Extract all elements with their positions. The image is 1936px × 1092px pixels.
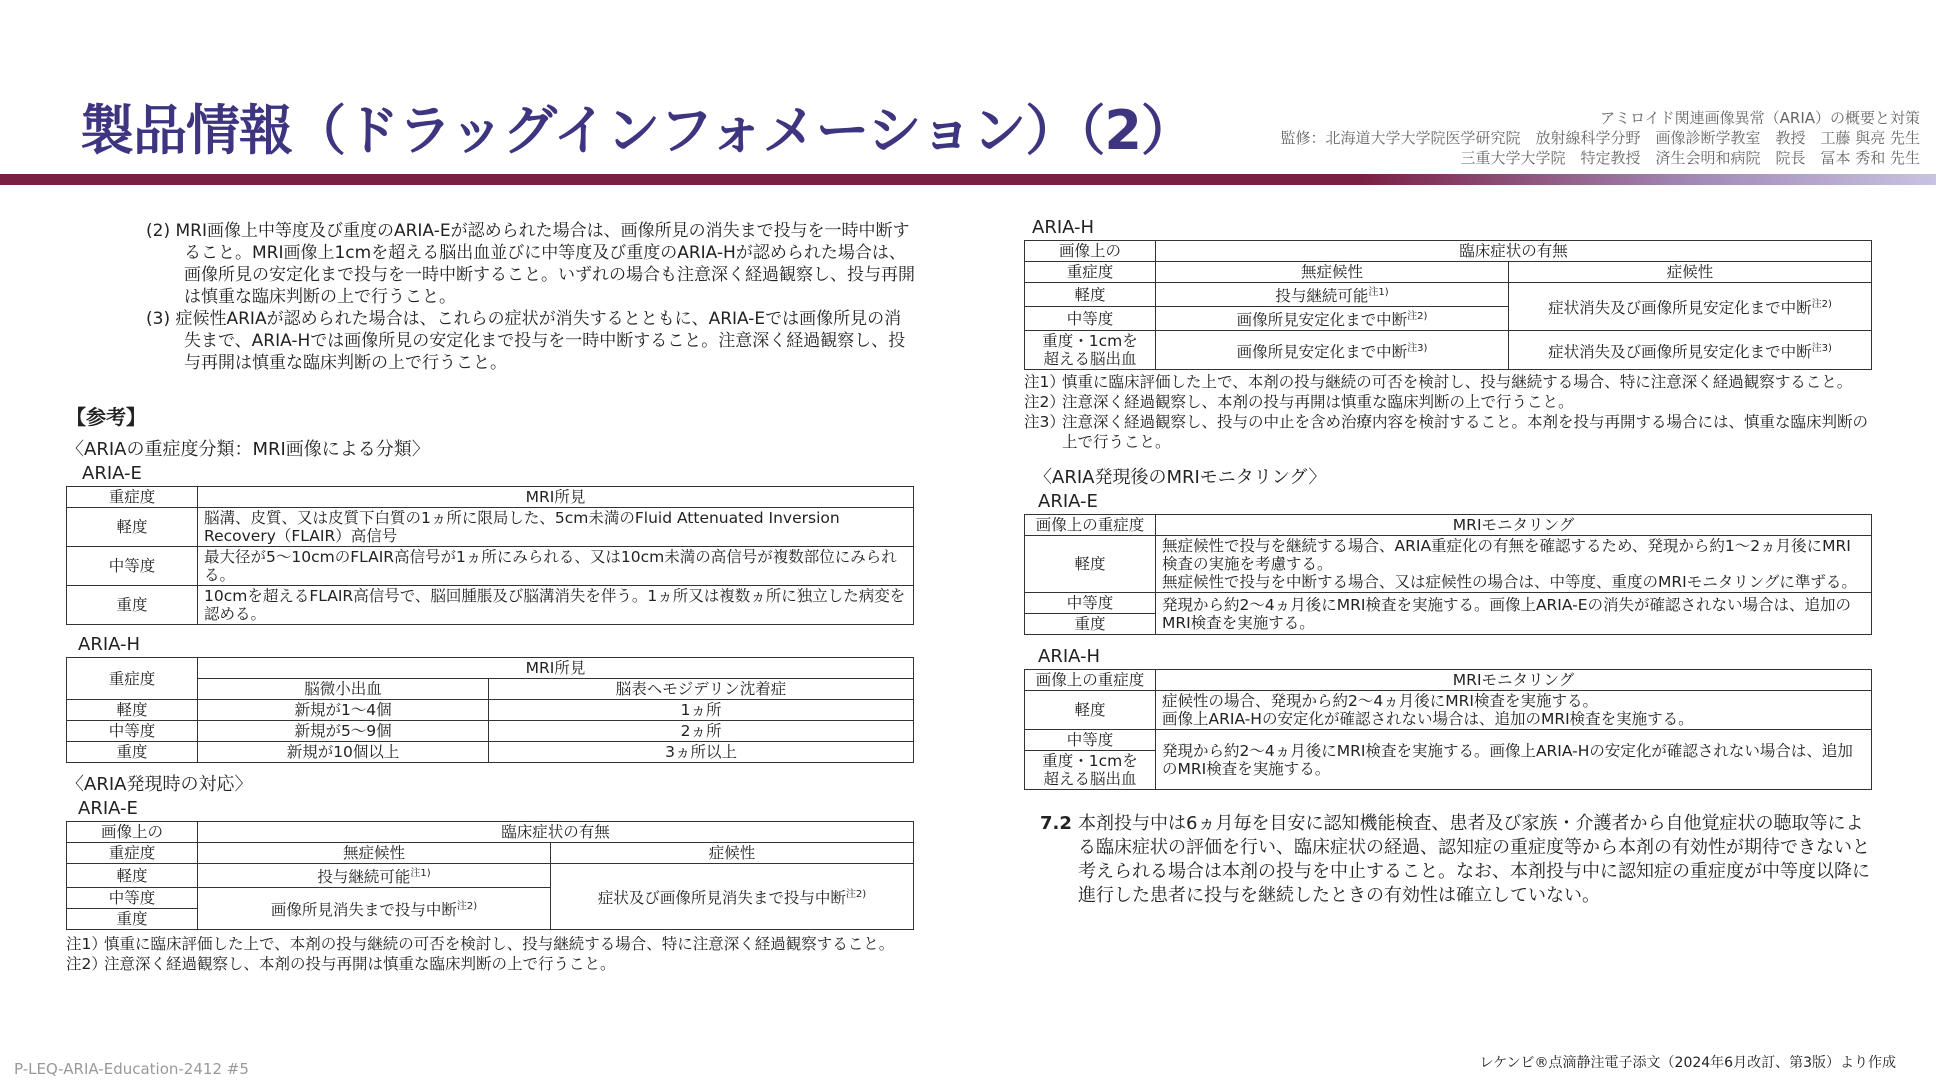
severity-cell: 中等度 [1025, 593, 1156, 614]
note: 注3） 注意深く経過観察し、投与の中止を含め治療内容を検討すること。本剤を投与再開する場合には、慎重な臨床判断の上で行うこと。 [1024, 413, 1869, 452]
severity-cell: 軽度 [67, 508, 198, 547]
severity-cell: 重度・1cmを 超える脳出血 [1025, 331, 1156, 370]
finding-cell: 最大径が5～10cmのFLAIR高信号が1ヵ所にみられる、又は10cm未満の高信号が複数部位にみられる。 [198, 547, 914, 586]
supervision-credits [1280, 108, 1920, 168]
credit-line: 監修：北海道大学大学院医学研究院 放射線科学分野 画像診断学教室 教授 工藤 與亮 先生 [1280, 129, 1920, 147]
left-notes [66, 934, 926, 974]
table-row [1025, 691, 1872, 730]
table-row [67, 742, 914, 763]
microbleed-cell: 新規が10個以上 [198, 742, 489, 763]
header-divider-band [0, 174, 1936, 185]
response-cell: 症状及び画像所見消失まで投与中断$^{注2)}$ [551, 864, 914, 930]
table-header: MRIモニタリング [1156, 670, 1872, 691]
aria-e-response-label: ARIA-E [78, 798, 138, 819]
aria-h-label: ARIA-H [78, 634, 141, 655]
table-row [1025, 331, 1872, 370]
note: 注2） 注意深く経過観察し、本剤の投与再開は慎重な臨床判断の上で行うこと。 [66, 955, 616, 974]
aria-h-monitoring-table [1024, 669, 1872, 790]
table-header: 画像上の [67, 822, 198, 843]
response-heading: 〈ARIA発現時の対応〉 [66, 774, 253, 795]
document-code: P-LEQ-ARIA-Education-2412 #5 [14, 1060, 249, 1078]
aria-e-label: ARIA-E [82, 463, 142, 484]
response-cell: 画像所見安定化まで中断$^{注3)}$ [1156, 331, 1509, 370]
section-7-2-text: 7.2 本剤投与中は6ヵ月毎を目安に認知機能検査、患者及び家族・介護者から自他覚症状の聴取等による臨床症状の評価を行い、臨床症状の経過、認知症の重症度等から本剤の有効性が期待できないと考えられる場合は本剤の投与を中止すること。なお、本剤投与中に認知症の重症度が中等度以降に進行した患者に投与を継続したときの有効性は確立していない。 [1040, 813, 1870, 907]
table-row [67, 700, 914, 721]
siderosis-cell: 1ヵ所 [489, 700, 914, 721]
response-cell: 画像所見消失まで投与中断$^{注2)}$ [198, 888, 551, 930]
severity-cell: 軽度 [1025, 691, 1156, 730]
aria-e-response-table [66, 821, 914, 930]
note: 注1） 慎重に臨床評価した上で、本剤の投与継続の可否を検討し、投与継続する場合、特に注意深く経過観察すること。 [66, 935, 895, 954]
table-subheader: 無症候性 [198, 843, 551, 864]
severity-cell: 軽度 [1025, 536, 1156, 593]
left-column [126, 220, 916, 374]
table-subheader: 脳微小出血 [198, 679, 489, 700]
table-row [67, 721, 914, 742]
table-row [67, 864, 914, 888]
monitoring-cell: 発現から約2～4ヵ月後にMRI検査を実施する。画像上ARIA-Hの安定化が確認されない場合は、追加のMRI検査を実施する。 [1156, 730, 1872, 790]
table-subheader: 脳表ヘモジデリン沈着症 [489, 679, 914, 700]
table-header: MRI所見 [198, 658, 914, 679]
finding-cell: 10cmを超えるFLAIR高信号で、脳回腫脹及び脳溝消失を伴う。1ヵ所又は複数ヵ所に独立した病変を認める。 [198, 586, 914, 625]
severity-cell: 中等度 [67, 721, 198, 742]
page-title: 製品情報（ドラッグインフォメーション）（2） [80, 99, 1194, 162]
table-header: MRIモニタリング [1156, 515, 1872, 536]
severity-cell: 中等度 [1025, 307, 1156, 331]
severity-cell: 重度・1cmを 超える脳出血 [1025, 751, 1156, 790]
right-notes [1024, 372, 1874, 452]
response-cell: 投与継続可能$^{注1)}$ [1156, 283, 1509, 307]
aria-h-severity-table [66, 657, 914, 763]
table-row [1025, 730, 1872, 751]
severity-cell: 軽度 [67, 700, 198, 721]
response-cell: 投与継続可能$^{注1)}$ [198, 864, 551, 888]
severity-cell: 重度 [1025, 614, 1156, 635]
reference-heading: 【参考】 [66, 405, 146, 429]
severity-cell: 中等度 [67, 888, 198, 909]
aria-e-severity-table [66, 486, 914, 625]
table-header: 重症度 [67, 843, 198, 864]
section-7-2 [1024, 812, 1874, 908]
table-header: 重症度 [67, 487, 198, 508]
table-row [1025, 536, 1872, 593]
microbleed-cell: 新規が5～9個 [198, 721, 489, 742]
severity-cell: 軽度 [67, 864, 198, 888]
siderosis-cell: 2ヵ所 [489, 721, 914, 742]
aria-h-response-table [1024, 240, 1872, 370]
table-header: 画像上の重症度 [1025, 670, 1156, 691]
monitoring-cell: 無症候性で投与を継続する場合、ARIA重症化の有無を確認するため、発現から約1～2ヵ月後にMRI検査の実施を考慮する。 無症候性で投与を中断する場合、又は症候性の場合は、中等度、重度のMRIモニタリングに準ずる。 [1156, 536, 1872, 593]
credit-line: アミロイド関連画像異常（ARIA）の概要と対策 [1600, 109, 1920, 127]
aria-e-monitoring-table [1024, 514, 1872, 635]
right-column [1024, 216, 1874, 908]
finding-cell: 脳溝、皮質、又は皮質下白質の1ヵ所に限局した、5cm未満のFluid Attenuated Inversion Recovery（FLAIR）高信号 [198, 508, 914, 547]
table-header: 臨床症状の有無 [198, 822, 914, 843]
severity-cell: 軽度 [1025, 283, 1156, 307]
table-row [1025, 593, 1872, 614]
microbleed-cell: 新規が1～4個 [198, 700, 489, 721]
source-citation: レケンビ®点滴静注電子添文（2024年6月改訂、第3版）より作成 [1479, 1055, 1896, 1071]
classification-heading: 〈ARIAの重症度分類：MRI画像による分類〉 [66, 439, 430, 460]
monitoring-heading: 〈ARIA発現後のMRIモニタリング〉 [1034, 467, 1327, 489]
aria-h-response-label: ARIA-H [1032, 217, 1095, 238]
table-subheader: 症候性 [551, 843, 914, 864]
table-subheader: 無症候性 [1156, 262, 1509, 283]
table-row [67, 508, 914, 547]
paragraph-2: (2) MRI画像上中等度及び重度のARIA-Eが認められた場合は、画像所見の消失まで投与を一時中断すること。MRI画像上1cmを超える脳出血並びに中等度及び重度のARIA-Hが認められた場合は、画像所見の安定化まで投与を一時中断すること。いずれの場合も注意深く経過観察し、投与再開は慎重な臨床判断の上で行うこと。 [146, 221, 915, 307]
table-header: MRI所見 [198, 487, 914, 508]
severity-cell: 重度 [67, 742, 198, 763]
credit-line: 三重大学大学院 特定教授 済生会明和病院 院長 冨本 秀和 先生 [1460, 149, 1920, 167]
table-header: 画像上の重症度 [1025, 515, 1156, 536]
paragraph-3: (3) 症候性ARIAが認められた場合は、これらの症状が消失するとともに、ARIA-Eでは画像所見の消失まで、ARIA-Hでは画像所見の安定化まで投与を一時中断すること。注意深く経過観察し、投与再開は慎重な臨床判断の上で行うこと。 [146, 309, 906, 373]
severity-cell: 中等度 [1025, 730, 1156, 751]
severity-cell: 重度 [67, 586, 198, 625]
monitoring-cell: 症候性の場合、発現から約2～4ヵ月後にMRI検査を実施する。 画像上ARIA-Hの安定化が確認されない場合は、追加のMRI検査を実施する。 [1156, 691, 1872, 730]
section-number: 7.2 [1040, 813, 1072, 835]
table-header: 臨床症状の有無 [1156, 241, 1872, 262]
table-row [1025, 283, 1872, 307]
reference-section [66, 406, 926, 974]
monitoring-cell: 発現から約2～4ヵ月後にMRI検査を実施する。画像上ARIA-Eの消失が確認されない場合は、追加のMRI検査を実施する。 [1156, 593, 1872, 635]
table-row [67, 547, 914, 586]
response-cell: 症状消失及び画像所見安定化まで中断$^{注2)}$ [1509, 283, 1872, 331]
note: 注1） 慎重に臨床評価した上で、本剤の投与継続の可否を検討し、投与継続する場合、特に注意深く経過観察すること。 [1024, 373, 1853, 392]
table-header: 重症度 [1025, 262, 1156, 283]
severity-cell: 中等度 [67, 547, 198, 586]
table-subheader: 症候性 [1509, 262, 1872, 283]
response-cell: 画像所見安定化まで中断$^{注2)}$ [1156, 307, 1509, 331]
aria-e-monitoring-label: ARIA-E [1038, 491, 1098, 513]
table-row [67, 586, 914, 625]
siderosis-cell: 3ヵ所以上 [489, 742, 914, 763]
response-cell: 症状消失及び画像所見安定化まで中断$^{注3)}$ [1509, 331, 1872, 370]
aria-h-monitoring-label: ARIA-H [1038, 646, 1101, 668]
note: 注2） 注意深く経過観察し、本剤の投与再開は慎重な臨床判断の上で行うこと。 [1024, 393, 1574, 412]
severity-cell: 重度 [67, 909, 198, 930]
table-header: 重症度 [67, 658, 198, 700]
table-header: 画像上の [1025, 241, 1156, 262]
